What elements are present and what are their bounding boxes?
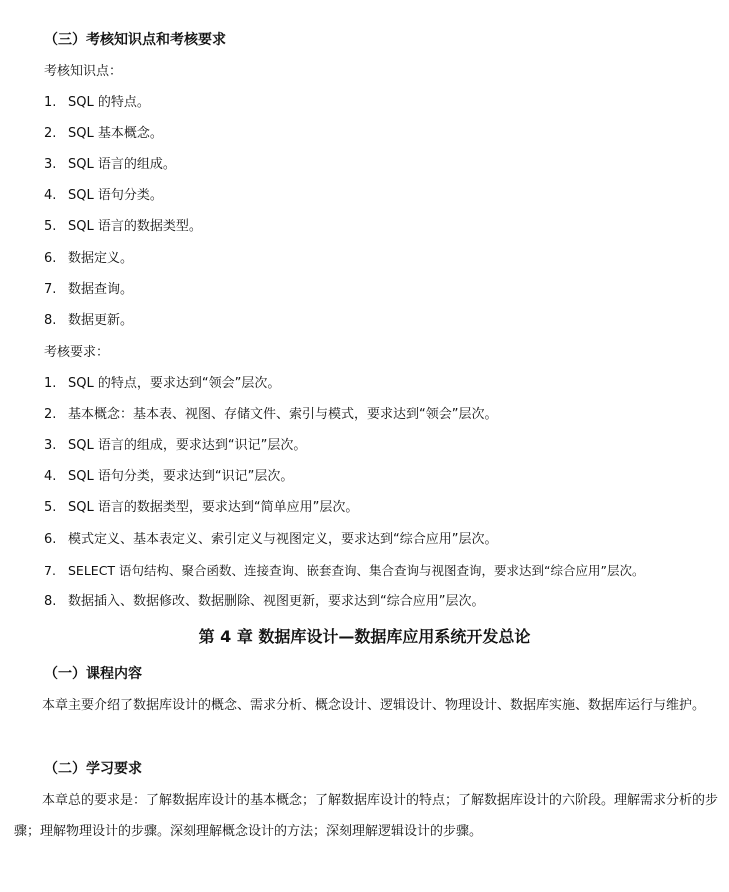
item-number: 4. bbox=[44, 469, 57, 484]
knowledge-item bbox=[44, 94, 150, 112]
item-number: 3. bbox=[44, 157, 57, 172]
course-heading: （一）课程内容 bbox=[44, 666, 142, 682]
item-number: 7. bbox=[44, 563, 56, 578]
item-text: 数据定义。 bbox=[68, 251, 134, 266]
item-text: SQL 语句分类，要求达到“识记”层次。 bbox=[68, 469, 294, 484]
knowledge-label: 考核知识点： bbox=[44, 64, 123, 79]
item-number: 1. bbox=[44, 376, 57, 391]
knowledge-item bbox=[44, 218, 202, 236]
knowledge-item bbox=[44, 250, 133, 268]
item-text: SQL 语言的组成。 bbox=[68, 157, 176, 172]
chapter-title: 第 4 章 数据库设计—数据库应用系统开发总论 bbox=[198, 627, 531, 646]
study-heading: （二）学习要求 bbox=[44, 761, 142, 777]
item-text: SQL 语言的数据类型，要求达到“简单应用”层次。 bbox=[68, 500, 359, 515]
item-text: SQL 语句分类。 bbox=[68, 188, 163, 203]
course-paragraph: 本章主要介绍了数据库设计的概念、需求分析、概念设计、逻辑设计、物理设计、数据库实施、数据库运行与维护。 bbox=[42, 698, 706, 713]
section-heading: （三）考核知识点和考核要求 bbox=[44, 32, 226, 48]
item-text: SQL 基本概念。 bbox=[68, 126, 163, 141]
item-number: 6. bbox=[44, 251, 57, 266]
requirement-item bbox=[44, 375, 280, 393]
item-number: 6. bbox=[44, 532, 57, 547]
item-text: SELECT 语句结构、聚合函数、连接查询、嵌套查询、集合查询与视图查询，要求达到“综合应用”层次。 bbox=[68, 563, 645, 578]
requirement-item bbox=[44, 468, 293, 486]
study-paragraph: 本章总的要求是：了解数据库设计的基本概念；了解数据库设计的特点；了解数据库设计的六阶段。理解需求分析的步骤；理解物理设计的步骤。深刻理解概念设计的方法；深刻理解逻辑设计的步骤。 bbox=[14, 793, 719, 839]
item-number: 1. bbox=[44, 95, 57, 110]
item-number: 3. bbox=[44, 438, 57, 453]
knowledge-item bbox=[44, 312, 133, 330]
requirement-item bbox=[44, 499, 358, 517]
item-text: SQL 的特点。 bbox=[68, 95, 150, 110]
item-text: SQL 的特点，要求达到“领会”层次。 bbox=[68, 376, 281, 391]
item-number: 5. bbox=[44, 500, 57, 515]
knowledge-item bbox=[44, 187, 163, 205]
item-text: 基本概念：基本表、视图、存储文件、索引与模式，要求达到“领会”层次。 bbox=[68, 407, 498, 422]
item-text: SQL 语言的数据类型。 bbox=[68, 219, 202, 234]
knowledge-item bbox=[44, 281, 133, 299]
item-number: 2. bbox=[44, 407, 57, 422]
requirement-item bbox=[44, 562, 645, 580]
knowledge-item bbox=[44, 125, 163, 143]
item-number: 8. bbox=[44, 313, 57, 328]
item-number: 2. bbox=[44, 126, 57, 141]
item-text: SQL 语言的组成，要求达到“识记”层次。 bbox=[68, 438, 307, 453]
knowledge-item bbox=[44, 156, 176, 174]
item-text: 数据查询。 bbox=[68, 282, 134, 297]
item-number: 7. bbox=[44, 282, 57, 297]
item-text: 数据更新。 bbox=[68, 313, 134, 328]
item-text: 数据插入、数据修改、数据删除、视图更新，要求达到“综合应用”层次。 bbox=[68, 594, 485, 609]
requirement-item bbox=[44, 437, 306, 455]
item-number: 8. bbox=[44, 594, 57, 609]
item-number: 5. bbox=[44, 219, 57, 234]
item-number: 4. bbox=[44, 188, 57, 203]
requirements-label: 考核要求： bbox=[44, 345, 110, 360]
requirement-item bbox=[44, 531, 497, 549]
item-text: 模式定义、基本表定义、索引定义与视图定义，要求达到“综合应用”层次。 bbox=[68, 532, 498, 547]
requirement-item bbox=[44, 406, 497, 424]
requirement-item bbox=[44, 593, 484, 611]
